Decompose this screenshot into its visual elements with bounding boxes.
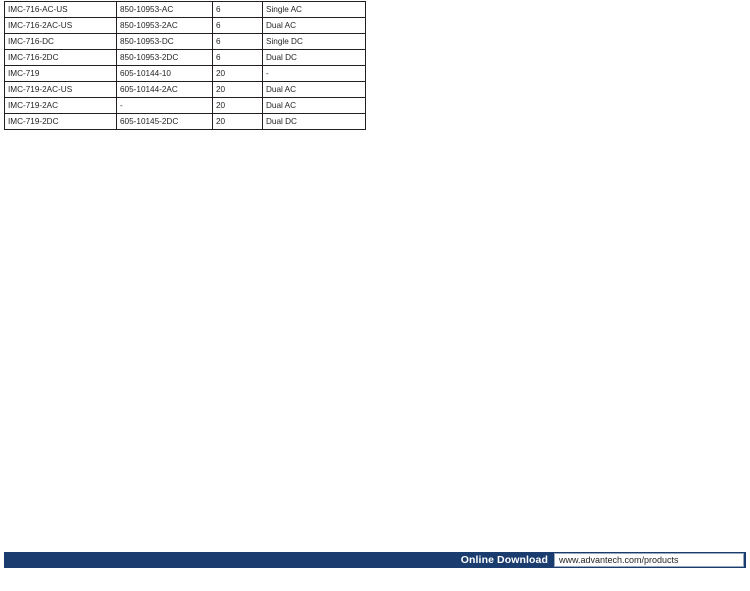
table-row — [5, 98, 366, 114]
cell-power: Single DC — [263, 34, 366, 50]
cell-model: IMC-719-2AC-US — [5, 82, 117, 98]
table-body — [5, 2, 366, 130]
cell-part-number: 850-10953-2AC — [117, 18, 213, 34]
cell-model: IMC-716-DC — [5, 34, 117, 50]
table-row — [5, 50, 366, 66]
table-row — [5, 66, 366, 82]
cell-part-number: - — [117, 98, 213, 114]
cell-power: - — [263, 66, 366, 82]
cell-part-number: 605-10144-2AC — [117, 82, 213, 98]
cell-model: IMC-719 — [5, 66, 117, 82]
cell-ports: 6 — [213, 50, 263, 66]
cell-ports: 6 — [213, 34, 263, 50]
cell-model: IMC-719-2DC — [5, 114, 117, 130]
cell-power: Dual DC — [263, 50, 366, 66]
cell-ports: 20 — [213, 82, 263, 98]
cell-model: IMC-716-AC-US — [5, 2, 117, 18]
cell-part-number: 850-10953-2DC — [117, 50, 213, 66]
cell-ports: 20 — [213, 98, 263, 114]
cell-model: IMC-719-2AC — [5, 98, 117, 114]
cell-model: IMC-716-2AC-US — [5, 18, 117, 34]
cell-part-number: 605-10145-2DC — [117, 114, 213, 130]
cell-power: Dual AC — [263, 82, 366, 98]
cell-ports: 6 — [213, 2, 263, 18]
table-row — [5, 18, 366, 34]
footer-bar — [4, 552, 746, 568]
table-row — [5, 82, 366, 98]
table-row — [5, 2, 366, 18]
table-row — [5, 34, 366, 50]
online-download-label: Online Download — [460, 554, 548, 566]
cell-ports: 20 — [213, 66, 263, 82]
cell-part-number: 850-10953-AC — [117, 2, 213, 18]
cell-power: Dual DC — [263, 114, 366, 130]
product-model-table — [4, 1, 366, 130]
online-download-url-box[interactable] — [554, 553, 744, 567]
cell-power: Dual AC — [263, 98, 366, 114]
cell-model: IMC-716-2DC — [5, 50, 117, 66]
cell-power: Single AC — [263, 2, 366, 18]
cell-power: Dual AC — [263, 18, 366, 34]
online-download-url[interactable]: www.advantech.com/products — [559, 555, 679, 565]
cell-part-number: 850-10953-DC — [117, 34, 213, 50]
cell-ports: 20 — [213, 114, 263, 130]
cell-ports: 6 — [213, 18, 263, 34]
cell-part-number: 605-10144-10 — [117, 66, 213, 82]
table-row — [5, 114, 366, 130]
